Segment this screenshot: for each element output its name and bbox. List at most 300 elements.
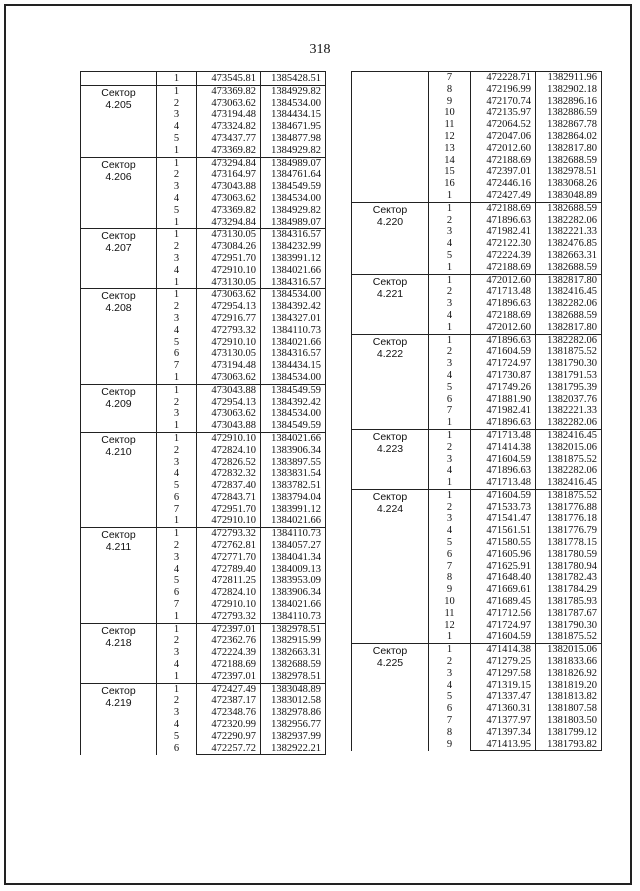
y-coordinate: 1384929.82 <box>261 145 326 157</box>
x-coordinate: 471724.97 <box>471 358 536 370</box>
x-coordinate: 472012.60 <box>471 274 536 286</box>
sector-label: Сектор 4.207 <box>81 229 157 289</box>
x-coordinate: 472789.40 <box>197 564 261 576</box>
point-number: 4 <box>446 465 453 477</box>
table-row <box>81 623 326 635</box>
x-coordinate: 472188.69 <box>471 262 536 274</box>
point-number: 2 <box>173 635 180 647</box>
point-number: 7 <box>446 405 453 417</box>
point-number: 1 <box>157 528 197 540</box>
x-coordinate: 471414.38 <box>471 644 536 656</box>
y-coordinate: 1383794.04 <box>261 492 326 504</box>
y-coordinate: 1382663.31 <box>536 250 602 262</box>
point-number: 9 <box>446 738 453 750</box>
point-number: 1 <box>173 515 180 527</box>
x-coordinate: 472397.01 <box>197 623 261 635</box>
x-coordinate: 472843.71 <box>197 492 261 504</box>
point-number: 3 <box>173 109 180 121</box>
point-number: 1 <box>157 72 197 86</box>
y-coordinate: 1382221.33 <box>536 226 602 238</box>
point-number: 4 <box>446 309 453 321</box>
y-coordinate: 1384021.66 <box>261 515 326 527</box>
sector-label: Сектор 4.208 <box>81 289 157 384</box>
point-number: 4 <box>173 659 180 671</box>
point-number: 3 <box>173 181 180 193</box>
y-coordinate: 1381875.52 <box>536 489 602 501</box>
x-coordinate: 471297.58 <box>471 668 536 680</box>
point-number: 2 <box>173 97 180 109</box>
x-coordinate: 473063.62 <box>197 408 261 420</box>
x-coordinate: 472257.72 <box>197 743 261 755</box>
point-number: 3 <box>446 358 453 370</box>
y-coordinate: 1384671.95 <box>261 121 326 133</box>
x-coordinate: 472397.01 <box>197 671 261 683</box>
x-coordinate: 471604.59 <box>471 631 536 643</box>
y-coordinate: 1382015.06 <box>536 442 602 454</box>
y-coordinate: 1382476.85 <box>536 238 602 250</box>
y-coordinate: 1382817.80 <box>536 274 602 286</box>
y-coordinate: 1384534.00 <box>261 98 326 110</box>
x-coordinate: 471605.96 <box>471 549 536 561</box>
y-coordinate: 1384021.66 <box>261 265 326 277</box>
point-number: 1 <box>446 321 453 333</box>
x-coordinate: 473545.81 <box>197 72 261 86</box>
table-row <box>352 274 602 286</box>
y-coordinate: 1384392.42 <box>261 301 326 313</box>
x-coordinate: 473294.84 <box>197 217 261 229</box>
point-number: 11 <box>444 607 455 619</box>
table-row <box>81 384 326 396</box>
x-coordinate: 472910.10 <box>197 337 261 349</box>
x-coordinate: 471377.97 <box>471 715 536 727</box>
x-coordinate: 473130.05 <box>197 348 261 360</box>
y-coordinate: 1384021.66 <box>261 432 326 444</box>
point-number: 2 <box>446 441 453 453</box>
point-number: 1 <box>157 623 197 635</box>
y-coordinate: 1381784.29 <box>536 584 602 596</box>
y-coordinate: 1383906.34 <box>261 587 326 599</box>
y-coordinate: 1384316.57 <box>261 277 326 289</box>
y-coordinate: 1384761.64 <box>261 169 326 181</box>
x-coordinate: 472446.16 <box>471 178 536 190</box>
point-number: 4 <box>173 324 180 336</box>
x-coordinate: 473194.48 <box>197 360 261 372</box>
table-row <box>352 429 602 441</box>
point-number: 5 <box>173 730 180 742</box>
y-coordinate: 1382688.59 <box>261 659 326 671</box>
x-coordinate: 472348.76 <box>197 707 261 719</box>
point-number: 13 <box>444 142 455 154</box>
y-coordinate: 1382817.80 <box>536 322 602 334</box>
x-coordinate: 472910.10 <box>197 515 261 527</box>
x-coordinate: 471397.34 <box>471 727 536 739</box>
x-coordinate: 472793.32 <box>197 611 261 623</box>
x-coordinate: 471648.40 <box>471 572 536 584</box>
y-coordinate: 1385428.51 <box>261 72 326 86</box>
y-coordinate: 1384110.73 <box>261 611 326 623</box>
point-number: 3 <box>446 667 453 679</box>
x-coordinate: 471982.41 <box>471 226 536 238</box>
x-coordinate: 471279.25 <box>471 656 536 668</box>
point-number: 3 <box>446 226 453 238</box>
table-row <box>81 528 326 540</box>
point-number: 1 <box>446 477 453 489</box>
point-number: 1 <box>429 202 471 214</box>
x-coordinate: 471669.61 <box>471 584 536 596</box>
table-row <box>81 229 326 241</box>
point-number: 3 <box>446 513 453 525</box>
y-coordinate: 1381807.58 <box>536 703 602 715</box>
x-coordinate: 471896.63 <box>471 215 536 227</box>
y-coordinate: 1382688.59 <box>536 310 602 322</box>
point-number: 15 <box>444 166 455 178</box>
y-coordinate: 1381826.92 <box>536 668 602 680</box>
x-coordinate: 473294.84 <box>197 157 261 169</box>
sector-label: Сектор 4.211 <box>81 528 157 623</box>
y-coordinate: 1381785.93 <box>536 596 602 608</box>
y-coordinate: 1383991.12 <box>261 504 326 516</box>
x-coordinate: 471712.56 <box>471 608 536 620</box>
table-row <box>81 432 326 444</box>
x-coordinate: 472188.69 <box>471 202 536 214</box>
x-coordinate: 471541.47 <box>471 513 536 525</box>
table-row <box>81 72 326 86</box>
y-coordinate: 1383906.34 <box>261 445 326 457</box>
point-number: 1 <box>173 610 180 622</box>
point-number: 2 <box>173 301 180 313</box>
y-coordinate: 1382663.31 <box>261 647 326 659</box>
x-coordinate: 473063.62 <box>197 372 261 384</box>
x-coordinate: 471724.97 <box>471 620 536 632</box>
y-coordinate: 1383068.26 <box>536 178 602 190</box>
x-coordinate: 472771.70 <box>197 552 261 564</box>
point-number: 3 <box>173 408 180 420</box>
y-coordinate: 1381875.52 <box>536 454 602 466</box>
x-coordinate: 472826.52 <box>197 457 261 469</box>
sector-label: Сектор 4.221 <box>352 274 429 334</box>
x-coordinate: 471749.26 <box>471 382 536 394</box>
table-row <box>352 72 602 84</box>
y-coordinate: 1382282.06 <box>536 465 602 477</box>
x-coordinate: 472824.10 <box>197 587 261 599</box>
x-coordinate: 473043.88 <box>197 181 261 193</box>
point-number: 2 <box>173 169 180 181</box>
point-number: 5 <box>446 537 453 549</box>
point-number: 2 <box>173 540 180 552</box>
sector-label <box>81 72 157 86</box>
y-coordinate: 1383782.51 <box>261 480 326 492</box>
point-number: 2 <box>173 241 180 253</box>
point-number: 4 <box>446 525 453 537</box>
x-coordinate: 471413.95 <box>471 739 536 751</box>
x-coordinate: 472427.49 <box>471 190 536 202</box>
point-number: 6 <box>173 348 180 360</box>
point-number: 1 <box>157 384 197 396</box>
point-number: 1 <box>446 189 453 201</box>
table-row <box>81 683 326 695</box>
point-number: 6 <box>173 742 180 754</box>
table-row <box>352 489 602 501</box>
point-number: 2 <box>446 656 453 668</box>
y-coordinate: 1381776.88 <box>536 502 602 514</box>
y-coordinate: 1382978.51 <box>261 671 326 683</box>
y-coordinate: 1381776.18 <box>536 513 602 525</box>
sector-label <box>352 72 429 203</box>
y-coordinate: 1384009.13 <box>261 564 326 576</box>
y-coordinate: 1382937.99 <box>261 731 326 743</box>
x-coordinate: 472397.01 <box>471 166 536 178</box>
x-coordinate: 471561.51 <box>471 525 536 537</box>
point-number: 8 <box>446 572 453 584</box>
left-coordinates-table <box>80 71 325 755</box>
point-number: 1 <box>429 489 471 501</box>
point-number: 4 <box>173 192 180 204</box>
y-coordinate: 1382817.80 <box>536 143 602 155</box>
x-coordinate: 473043.88 <box>197 384 261 396</box>
sector-label: Сектор 4.218 <box>81 623 157 683</box>
point-number: 3 <box>446 298 453 310</box>
point-number: 2 <box>173 444 180 456</box>
x-coordinate: 473063.62 <box>197 289 261 301</box>
point-number: 7 <box>429 72 471 84</box>
x-coordinate: 473130.05 <box>197 277 261 289</box>
x-coordinate: 473043.88 <box>197 420 261 432</box>
point-number: 3 <box>173 707 180 719</box>
y-coordinate: 1384232.99 <box>261 241 326 253</box>
point-number: 1 <box>429 644 471 656</box>
y-coordinate: 1381813.82 <box>536 691 602 703</box>
x-coordinate: 472170.74 <box>471 96 536 108</box>
point-number: 7 <box>173 360 180 372</box>
sector-label: Сектор 4.206 <box>81 157 157 229</box>
x-coordinate: 472122.30 <box>471 238 536 250</box>
y-coordinate: 1382015.06 <box>536 644 602 656</box>
point-number: 1 <box>173 216 180 228</box>
x-coordinate: 472951.70 <box>197 253 261 265</box>
point-number: 1 <box>157 683 197 695</box>
point-number: 2 <box>446 346 453 358</box>
point-number: 3 <box>446 453 453 465</box>
y-coordinate: 1382902.18 <box>536 84 602 96</box>
y-coordinate: 1382221.33 <box>536 405 602 417</box>
y-coordinate: 1381790.30 <box>536 620 602 632</box>
point-number: 2 <box>173 396 180 408</box>
point-number: 4 <box>446 369 453 381</box>
y-coordinate: 1382282.06 <box>536 417 602 429</box>
point-number: 1 <box>429 429 471 441</box>
x-coordinate: 472910.10 <box>197 265 261 277</box>
x-coordinate: 471689.45 <box>471 596 536 608</box>
point-number: 4 <box>446 679 453 691</box>
y-coordinate: 1381819.20 <box>536 680 602 692</box>
x-coordinate: 473084.26 <box>197 241 261 253</box>
point-number: 7 <box>446 715 453 727</box>
x-coordinate: 473437.77 <box>197 133 261 145</box>
y-coordinate: 1382416.45 <box>536 477 602 489</box>
y-coordinate: 1384057.27 <box>261 540 326 552</box>
y-coordinate: 1381795.39 <box>536 382 602 394</box>
x-coordinate: 472188.69 <box>471 155 536 167</box>
x-coordinate: 472954.13 <box>197 397 261 409</box>
x-coordinate: 471604.59 <box>471 454 536 466</box>
y-coordinate: 1384534.00 <box>261 372 326 384</box>
x-coordinate: 473063.62 <box>197 98 261 110</box>
y-coordinate: 1384110.73 <box>261 325 326 337</box>
y-coordinate: 1384534.00 <box>261 408 326 420</box>
y-coordinate: 1381782.43 <box>536 572 602 584</box>
point-number: 12 <box>444 130 455 142</box>
y-coordinate: 1383831.54 <box>261 468 326 480</box>
x-coordinate: 471896.63 <box>471 417 536 429</box>
y-coordinate: 1382416.45 <box>536 429 602 441</box>
x-coordinate: 471982.41 <box>471 405 536 417</box>
point-number: 3 <box>173 312 180 324</box>
y-coordinate: 1384316.57 <box>261 229 326 241</box>
y-coordinate: 1382956.77 <box>261 719 326 731</box>
y-coordinate: 1384327.01 <box>261 313 326 325</box>
y-coordinate: 1384041.34 <box>261 552 326 564</box>
point-number: 4 <box>173 468 180 480</box>
x-coordinate: 473164.97 <box>197 169 261 181</box>
y-coordinate: 1384316.57 <box>261 348 326 360</box>
x-coordinate: 472064.52 <box>471 119 536 131</box>
point-number: 11 <box>444 119 455 131</box>
y-coordinate: 1382915.99 <box>261 635 326 647</box>
x-coordinate: 471625.91 <box>471 561 536 573</box>
page-number: 318 <box>309 42 331 57</box>
y-coordinate: 1384549.59 <box>261 420 326 432</box>
y-coordinate: 1381780.59 <box>536 549 602 561</box>
sector-label: Сектор 4.223 <box>352 429 429 489</box>
point-number: 5 <box>446 249 453 261</box>
point-number: 1 <box>446 261 453 273</box>
y-coordinate: 1382688.59 <box>536 262 602 274</box>
y-coordinate: 1382037.76 <box>536 394 602 406</box>
y-coordinate: 1384021.66 <box>261 599 326 611</box>
point-number: 1 <box>446 631 453 643</box>
y-coordinate: 1382688.59 <box>536 155 602 167</box>
y-coordinate: 1383048.89 <box>261 683 326 695</box>
point-number: 2 <box>173 695 180 707</box>
x-coordinate: 472916.77 <box>197 313 261 325</box>
point-number: 4 <box>173 719 180 731</box>
point-number: 1 <box>157 229 197 241</box>
y-coordinate: 1384549.59 <box>261 181 326 193</box>
x-coordinate: 471360.31 <box>471 703 536 715</box>
table-row <box>81 85 326 97</box>
point-number: 6 <box>173 491 180 503</box>
point-number: 7 <box>173 599 180 611</box>
y-coordinate: 1384534.00 <box>261 193 326 205</box>
x-coordinate: 472188.69 <box>197 659 261 671</box>
x-coordinate: 472954.13 <box>197 301 261 313</box>
y-coordinate: 1381776.79 <box>536 525 602 537</box>
y-coordinate: 1384989.07 <box>261 217 326 229</box>
point-number: 7 <box>446 560 453 572</box>
y-coordinate: 1381875.52 <box>536 631 602 643</box>
point-number: 1 <box>173 144 180 156</box>
sector-label: Сектор 4.220 <box>352 202 429 274</box>
x-coordinate: 473130.05 <box>197 229 261 241</box>
y-coordinate: 1384929.82 <box>261 85 326 97</box>
point-number: 5 <box>173 132 180 144</box>
point-number: 6 <box>446 393 453 405</box>
x-coordinate: 471414.38 <box>471 442 536 454</box>
x-coordinate: 472012.60 <box>471 143 536 155</box>
sector-label: Сектор 4.225 <box>352 644 429 751</box>
point-number: 3 <box>173 252 180 264</box>
x-coordinate: 473369.82 <box>197 145 261 157</box>
table-row <box>352 334 602 346</box>
x-coordinate: 472047.06 <box>471 131 536 143</box>
x-coordinate: 471730.87 <box>471 370 536 382</box>
x-coordinate: 473194.48 <box>197 109 261 121</box>
x-coordinate: 472196.99 <box>471 84 536 96</box>
point-number: 9 <box>446 95 453 107</box>
x-coordinate: 472793.32 <box>197 325 261 337</box>
point-number: 1 <box>173 276 180 288</box>
x-coordinate: 472832.32 <box>197 468 261 480</box>
point-number: 6 <box>446 703 453 715</box>
sector-label: Сектор 4.205 <box>81 85 157 157</box>
point-number: 5 <box>173 480 180 492</box>
point-number: 14 <box>444 154 455 166</box>
y-coordinate: 1382978.51 <box>261 623 326 635</box>
x-coordinate: 472762.81 <box>197 540 261 552</box>
point-number: 7 <box>173 503 180 515</box>
x-coordinate: 472793.32 <box>197 528 261 540</box>
y-coordinate: 1384549.59 <box>261 384 326 396</box>
y-coordinate: 1382978.51 <box>536 166 602 178</box>
x-coordinate: 472290.97 <box>197 731 261 743</box>
y-coordinate: 1381791.53 <box>536 370 602 382</box>
table-row <box>352 644 602 656</box>
table-row <box>81 289 326 301</box>
y-coordinate: 1382911.96 <box>536 72 602 84</box>
point-number: 1 <box>173 420 180 432</box>
y-coordinate: 1384110.73 <box>261 528 326 540</box>
y-coordinate: 1381780.94 <box>536 561 602 573</box>
y-coordinate: 1382978.86 <box>261 707 326 719</box>
point-number: 1 <box>429 274 471 286</box>
x-coordinate: 471713.48 <box>471 286 536 298</box>
y-coordinate: 1381790.30 <box>536 358 602 370</box>
x-coordinate: 471896.63 <box>471 334 536 346</box>
x-coordinate: 471896.63 <box>471 298 536 310</box>
point-number: 10 <box>444 107 455 119</box>
y-coordinate: 1382896.16 <box>536 96 602 108</box>
point-number: 2 <box>446 286 453 298</box>
x-coordinate: 471604.59 <box>471 346 536 358</box>
table-row <box>352 202 602 214</box>
x-coordinate: 472910.10 <box>197 432 261 444</box>
y-coordinate: 1383012.58 <box>261 695 326 707</box>
sector-label: Сектор 4.222 <box>352 334 429 429</box>
point-number: 3 <box>173 647 180 659</box>
y-coordinate: 1384434.15 <box>261 109 326 121</box>
point-number: 1 <box>446 417 453 429</box>
y-coordinate: 1383991.12 <box>261 253 326 265</box>
point-number: 1 <box>173 371 180 383</box>
x-coordinate: 471604.59 <box>471 489 536 501</box>
x-coordinate: 473369.82 <box>197 85 261 97</box>
point-number: 5 <box>446 381 453 393</box>
right-coordinates-table <box>351 71 601 751</box>
x-coordinate: 472224.39 <box>471 250 536 262</box>
y-coordinate: 1381793.82 <box>536 739 602 751</box>
y-coordinate: 1383953.09 <box>261 575 326 587</box>
x-coordinate: 471533.73 <box>471 502 536 514</box>
